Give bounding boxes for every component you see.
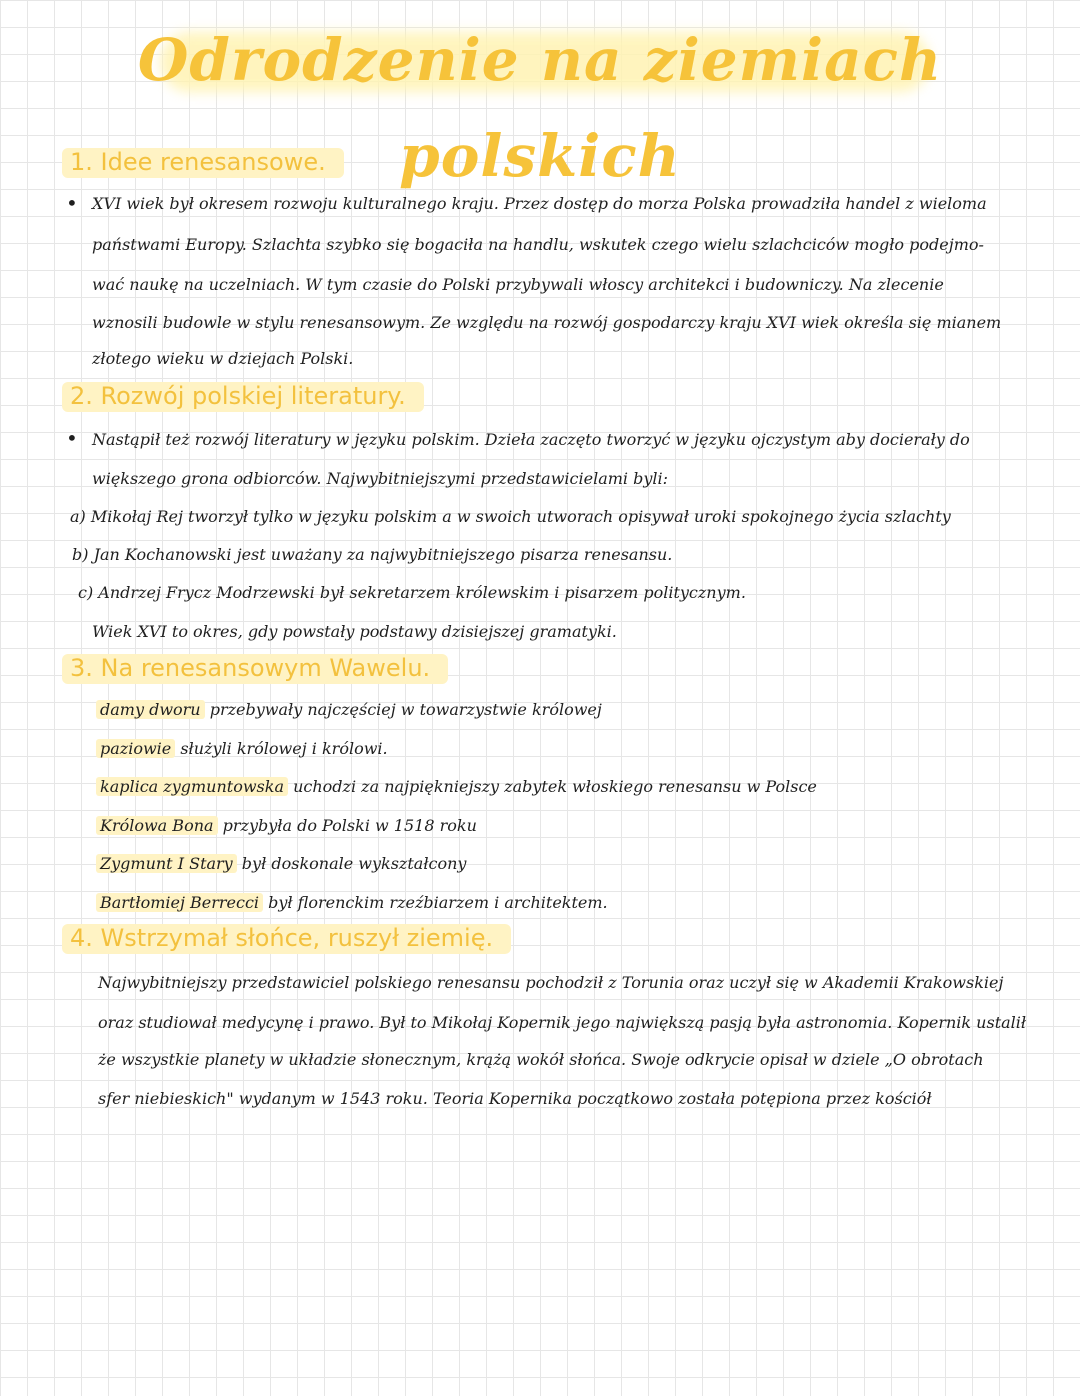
list-item: paziowie służyli królowej i królowi. [96, 736, 388, 762]
section-4-line-3: że wszystkie planety w układzie słonecznym, krążą wokół słońca. Swoje odkrycie opisał w dziele „O obrotach [98, 1050, 984, 1069]
list-item: Królowa Bona przybyła do Polski w 1518 roku [96, 813, 477, 839]
section-4-heading: 4. Wstrzymał słońce, ruszył ziemię. [62, 922, 501, 954]
section-2-line-6: Wiek XVI to okres, gdy powstały podstawy dzisiejszej gramatyki. [92, 622, 617, 641]
section-4-line-1: Najwybitniejszy przedstawiciel polskiego renesansu pochodził z Torunia oraz uczył się w Akademii Krakowskiej [98, 973, 1004, 992]
section-1-line-1: XVI wiek był okresem rozwoju kulturalnego kraju. Przez dostęp do morza Polska prowadziła handel z wieloma [92, 194, 987, 213]
section-4-line-4: sfer niebieskich" wydanym w 1543 roku. Teoria Kopernika początkowo została potępiona przez kościół [98, 1089, 932, 1108]
section-2-line-2: większego grona odbiorców. Najwybitniejszymi przedstawicielami byli: [92, 469, 669, 488]
list-item: damy dworu przebywały najczęściej w towarzystwie królowej [96, 697, 602, 723]
section-4-line-2: oraz studiował medycynę i prawo. Był to Mikołaj Kopernik jego największą pasją była astronomia. Kopernik ustalił [98, 1013, 1027, 1032]
section-1-line-4: wznosili budowle w stylu renesansowym. Ze względu na rozwój gospodarczy kraju XVI wiek określa się mianem [92, 313, 1002, 332]
term: damy dworu [96, 700, 205, 719]
term: Królowa Bona [96, 816, 218, 835]
section-2-line-1: Nastąpił też rozwój literatury w języku polskim. Dzieła zaczęto tworzyć w języku ojczystym aby docierały do [92, 430, 970, 449]
page-title: Odrodzenie na ziemiach polskich [137, 26, 943, 190]
bullet-dot: • [66, 426, 78, 450]
term: Bartłomiej Berrecci [96, 893, 263, 912]
list-item: Zygmunt I Stary był doskonale wykształcony [96, 851, 466, 877]
term: kaplica zygmuntowska [96, 777, 288, 796]
bullet-dot: • [66, 191, 78, 215]
term: Zygmunt I Stary [96, 854, 237, 873]
section-1-line-3: wać naukę na uczelniach. W tym czasie do Polski przybywali włoscy architekci i budowniczy. Na zlecenie [92, 275, 944, 294]
list-item: Bartłomiej Berrecci był florenckim rzeźbiarzem i architektem. [96, 890, 608, 916]
section-2-line-3: a) Mikołaj Rej tworzył tylko w języku polskim a w swoich utworach opisywał uroki spokojnego życia szlachty [70, 507, 951, 526]
section-2-line-4: b) Jan Kochanowski jest uważany za najwybitniejszego pisarza renesansu. [72, 545, 673, 564]
section-1-heading: 1. Idee renesansowe. [62, 146, 334, 178]
term: paziowie [96, 739, 175, 758]
list-item: kaplica zygmuntowska uchodzi za najpiękniejszy zabytek włoskiego renesansu w Polsce [96, 774, 817, 800]
section-1-line-5: złotego wieku w dziejach Polski. [92, 349, 354, 368]
section-1-line-2: państwami Europy. Szlachta szybko się bogaciła na handlu, wskutek czego wielu szlachciców mogło podejmo- [92, 235, 984, 254]
section-2-line-5: c) Andrzej Frycz Modrzewski był sekretarzem królewskim i pisarzem politycznym. [78, 583, 746, 602]
section-3-heading: 3. Na renesansowym Wawelu. [62, 652, 438, 684]
section-2-heading: 2. Rozwój polskiej literatury. [62, 380, 414, 412]
